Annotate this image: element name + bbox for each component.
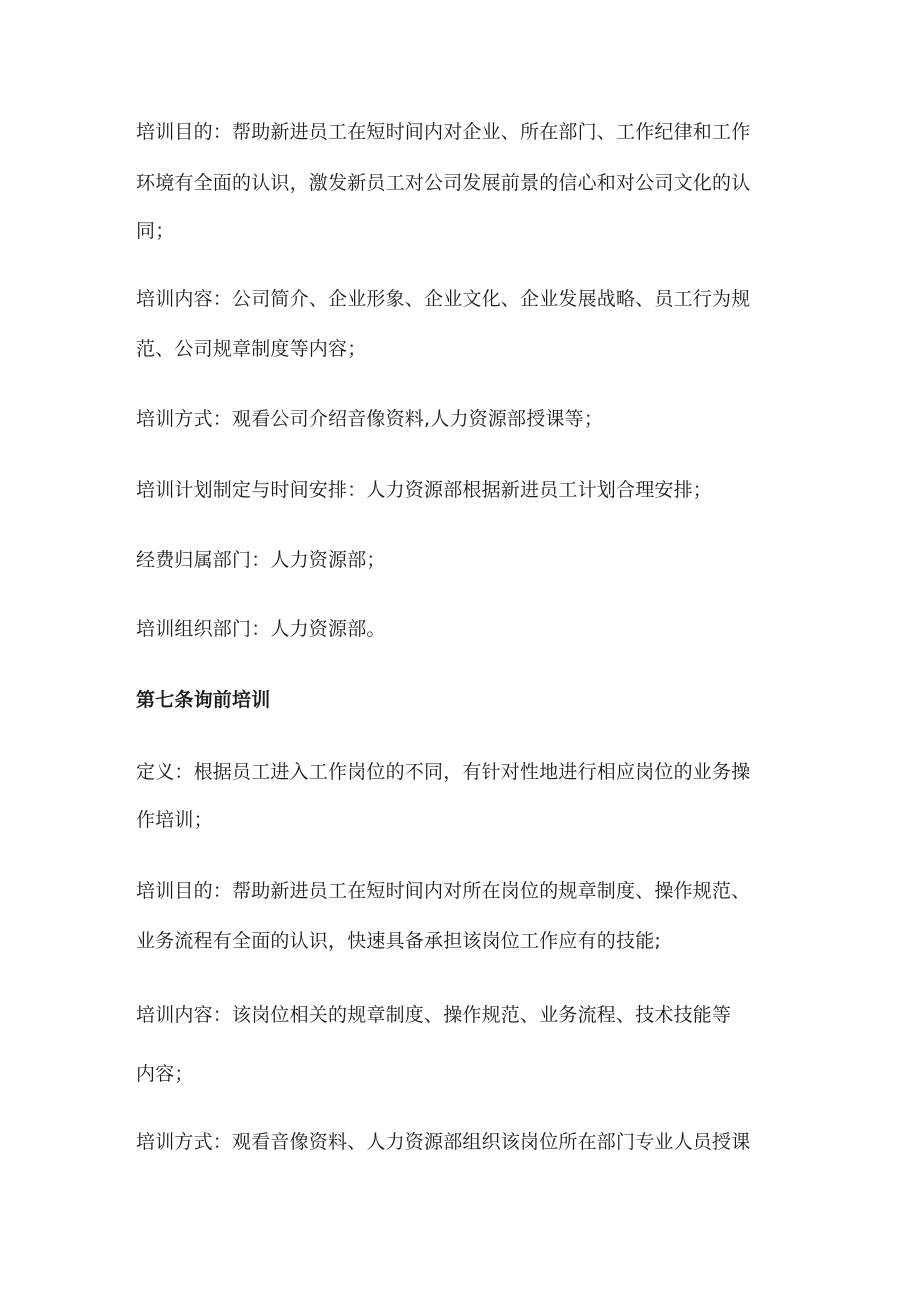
- paragraph-line: 培训内容：公司简介、企业形象、企业文化、企业发展战略、员工行为规: [136, 288, 751, 310]
- section-heading: 第七条询前培训: [136, 689, 271, 711]
- paragraph-line: 经费归属部门：人力资源部；: [136, 549, 386, 571]
- paragraph-line: 定义：根据员工进入工作岗位的不同，有针对性地进行相应岗位的业务操: [136, 761, 751, 783]
- paragraph-line: 业务流程有全面的认识，快速具备承担该岗位工作应有的技能;: [136, 930, 662, 952]
- paragraph-line: 作培训；: [136, 809, 213, 831]
- paragraph-line: 范、公司规章制度等内容；: [136, 338, 367, 360]
- paragraph-line: 培训目的：帮助新进员工在短时间内对所在岗位的规章制度、操作规范、: [136, 880, 751, 902]
- paragraph-line: 培训方式：观看音像资料、人力资源部组织该岗位所在部门专业人员授课: [136, 1131, 751, 1153]
- paragraph-line: 培训组织部门：人力资源部。: [136, 618, 386, 640]
- paragraph-line: 内容；: [136, 1063, 194, 1085]
- paragraph-line: 同；: [136, 220, 175, 242]
- paragraph-line: 环境有全面的认识，激发新员工对公司发展前景的信心和对公司文化的认: [136, 172, 751, 194]
- paragraph-line: 培训内容：该岗位相关的规章制度、操作规范、业务流程、技术技能等: [136, 1004, 732, 1026]
- paragraph-line: 培训目的：帮助新进员工在短时间内对企业、所在部门、工作纪律和工作: [136, 121, 751, 143]
- paragraph-line: 培训计划制定与时间安排：人力资源部根据新进员工计划合理安排；: [136, 479, 713, 501]
- paragraph-line: 培训方式：观看公司介绍音像资料,人力资源部授课等；: [136, 408, 604, 430]
